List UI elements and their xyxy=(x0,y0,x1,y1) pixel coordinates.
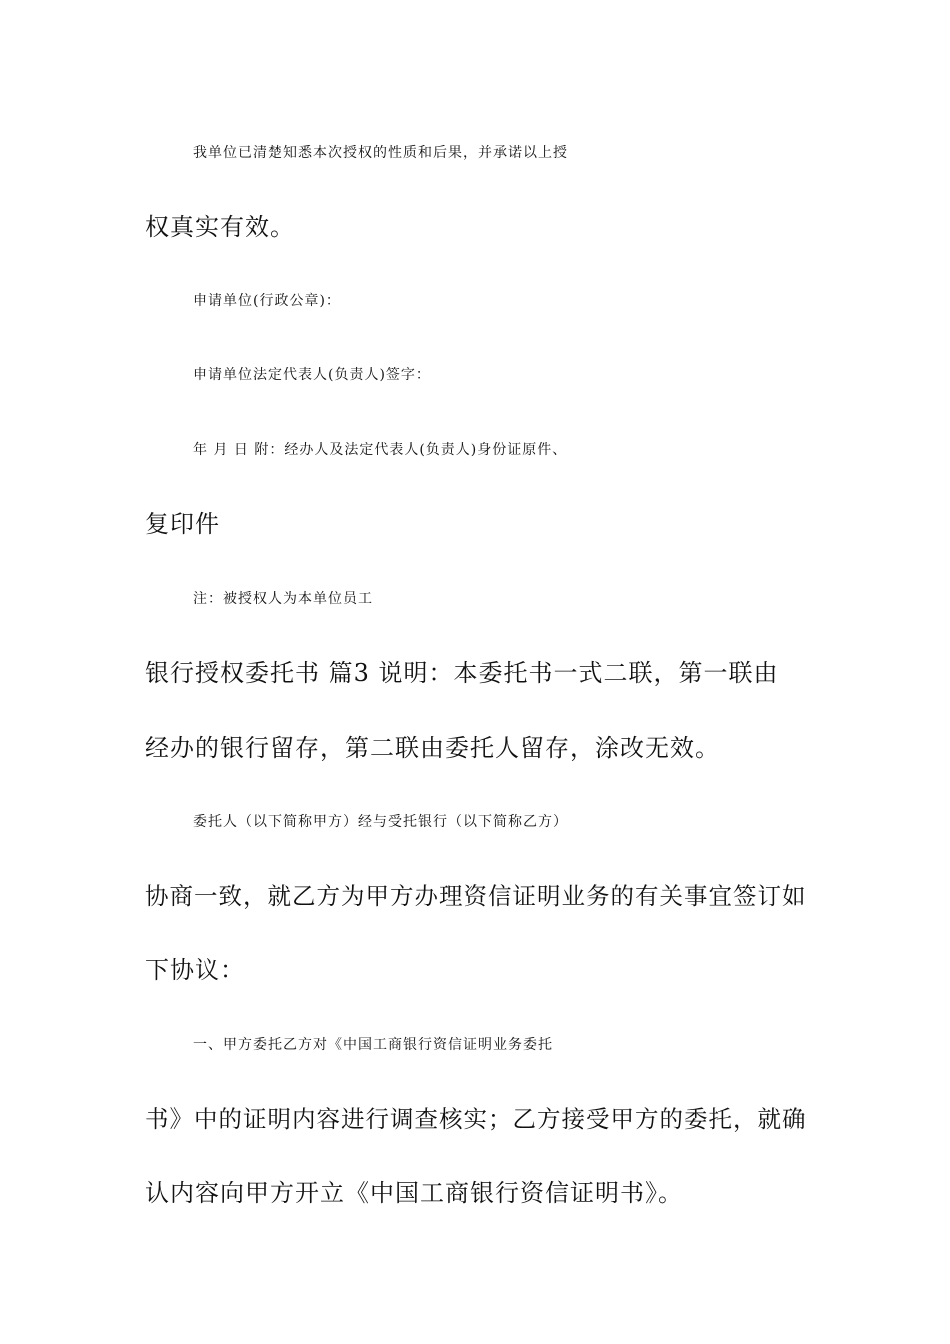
paragraph-line: 年 月 日 附：经办人及法定代表人(负责人)身份证原件、 xyxy=(193,442,568,458)
paragraph-line: 下协议： xyxy=(145,956,245,984)
paragraph-line: 申请单位(行政公章)： xyxy=(193,293,341,309)
paragraph-line: 经办的银行留存，第二联由委托人留存，涂改无效。 xyxy=(145,734,720,762)
paragraph-line: 协商一致，就乙方为甲方办理资信证明业务的有关事宜签订如 xyxy=(145,882,807,910)
paragraph-line: 认内容向甲方开立《中国工商银行资信证明书》。 xyxy=(145,1179,683,1207)
paragraph-line: 注：被授权人为本单位员工 xyxy=(193,591,373,607)
paragraph-line: 权真实有效。 xyxy=(145,213,295,241)
paragraph-line: 委托人（以下简称甲方）经与受托银行（以下简称乙方） xyxy=(193,814,568,830)
section-heading-line: 银行授权委托书 篇3 说明：本委托书一式二联，第一联由 xyxy=(145,659,779,687)
paragraph-line: 一、甲方委托乙方对《中国工商银行资信证明业务委托 xyxy=(193,1037,553,1053)
paragraph-line: 我单位已清楚知悉本次授权的性质和后果，并承诺以上授 xyxy=(193,145,568,161)
paragraph-line: 复印件 xyxy=(145,510,220,538)
paragraph-line: 申请单位法定代表人(负责人)签字： xyxy=(193,367,431,383)
paragraph-line: 书》中的证明内容进行调查核实；乙方接受甲方的委托，就确 xyxy=(145,1105,807,1133)
